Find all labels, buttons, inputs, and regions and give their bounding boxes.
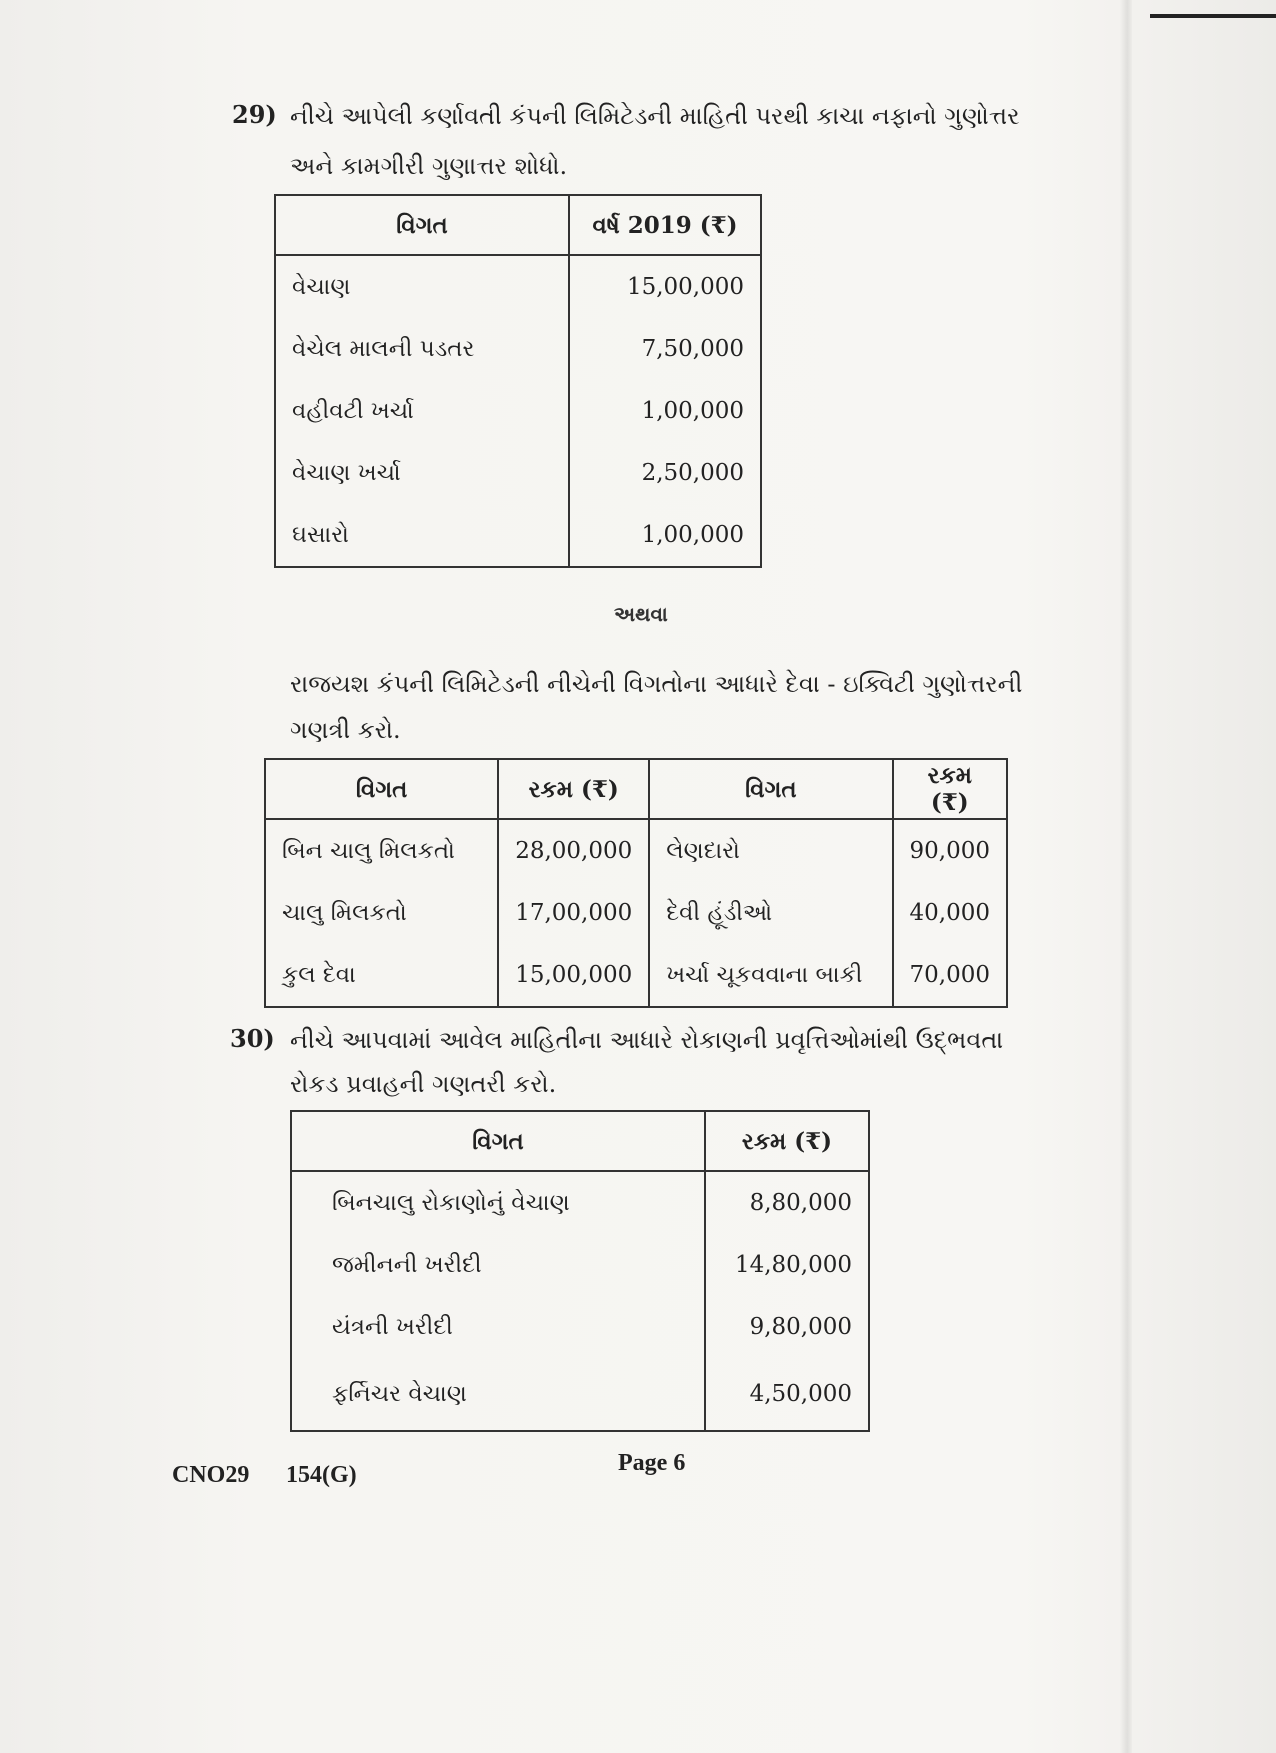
row-label: વેચાણ ખર્ચા [275, 442, 569, 504]
row-amount: 2,50,000 [569, 442, 761, 504]
row-label: બિનચાલુ રોકાણોનું વેચાણ [291, 1171, 705, 1234]
q29-table [274, 194, 762, 568]
table-row [275, 255, 761, 318]
q29-alt-line1: રાજયશ કંપની લિમિટેડની નીચેની વિગતોના આધારે દેવા - ઇક્વિટી ગુણોત્તરની [290, 670, 1023, 698]
footer-page-number: Page 6 [618, 1450, 686, 1476]
q29-alt-table [264, 758, 1008, 1008]
row-amount: 4,50,000 [705, 1358, 869, 1431]
q30-table [290, 1110, 870, 1432]
q30-line1: નીચે આપવામાં આવેલ માહિતીના આધારે રોકાણની પ્રવૃત્તિઓમાંથી ઉદ્ભવતા [290, 1026, 1004, 1054]
q30-number: 30) [230, 1024, 275, 1053]
q29-line2: અને કામગીરી ગુણાત્તર શોધો. [290, 152, 568, 180]
table-row [275, 380, 761, 442]
row-amount: 8,80,000 [705, 1171, 869, 1234]
row-amount: 17,00,000 [498, 882, 649, 944]
row-amount: 7,50,000 [569, 318, 761, 380]
footer-paper: 154(G) [286, 1462, 357, 1488]
row-label: વેચેલ માલની પડતર [275, 318, 569, 380]
table-row [265, 882, 1007, 944]
footer-code: CNO29 [172, 1462, 250, 1488]
row-amount: 40,000 [893, 882, 1007, 944]
row-label: જમીનની ખરીદી [291, 1234, 705, 1296]
corner-rule [1150, 14, 1276, 18]
row-label: કુલ દેવા [265, 944, 498, 1007]
row-label: બિન ચાલુ મિલકતો [265, 819, 498, 882]
row-amount: 15,00,000 [569, 255, 761, 318]
table-row [265, 819, 1007, 882]
q29-alt-line2: ગણત્રી કરો. [290, 716, 401, 744]
row-label: વહીવટી ખર્ચા [275, 380, 569, 442]
table-header: વર્ષ 2019 (₹) [569, 195, 761, 255]
row-amount: 90,000 [893, 819, 1007, 882]
table-header: વિગત [275, 195, 569, 255]
q30-line2: રોકડ પ્રવાહની ગણતરી કરો. [290, 1070, 557, 1098]
row-amount: 28,00,000 [498, 819, 649, 882]
table-row [291, 1234, 869, 1296]
row-amount: 15,00,000 [498, 944, 649, 1007]
table-row [265, 944, 1007, 1007]
table-row [275, 318, 761, 380]
row-amount: 9,80,000 [705, 1296, 869, 1358]
table-row [291, 1171, 869, 1234]
row-label: ઘસારો [275, 504, 569, 567]
row-label: લેણદારો [649, 819, 892, 882]
row-label: દેવી હૂંડીઓ [649, 882, 892, 944]
row-amount: 70,000 [893, 944, 1007, 1007]
q29-number: 29) [232, 100, 277, 129]
row-amount: 1,00,000 [569, 380, 761, 442]
table-row [275, 442, 761, 504]
q29-line1: નીચે આપેલી કર્ણાવતી કંપની લિમિટેડની માહિતી પરથી કાચા નફાનો ગુણોત્તર [290, 102, 1020, 130]
row-amount: 14,80,000 [705, 1234, 869, 1296]
table-row [291, 1296, 869, 1358]
table-header: વિગત [291, 1111, 705, 1171]
table-header: રકમ (₹) [705, 1111, 869, 1171]
table-header: વિગત [649, 759, 892, 819]
or-label: અથવા [614, 602, 668, 626]
row-label: ચાલુ મિલકતો [265, 882, 498, 944]
table-header: રકમ (₹) [498, 759, 649, 819]
row-label: યંત્રની ખરીદી [291, 1296, 705, 1358]
scan-shadow [1120, 0, 1132, 1753]
row-label: ખર્ચા ચૂકવવાના બાકી [649, 944, 892, 1007]
table-row [291, 1358, 869, 1431]
table-header: રકમ (₹) [893, 759, 1007, 819]
row-amount: 1,00,000 [569, 504, 761, 567]
row-label: વેચાણ [275, 255, 569, 318]
table-row [275, 504, 761, 567]
row-label: ફર્નિચર વેચાણ [291, 1358, 705, 1431]
table-header: વિગત [265, 759, 498, 819]
